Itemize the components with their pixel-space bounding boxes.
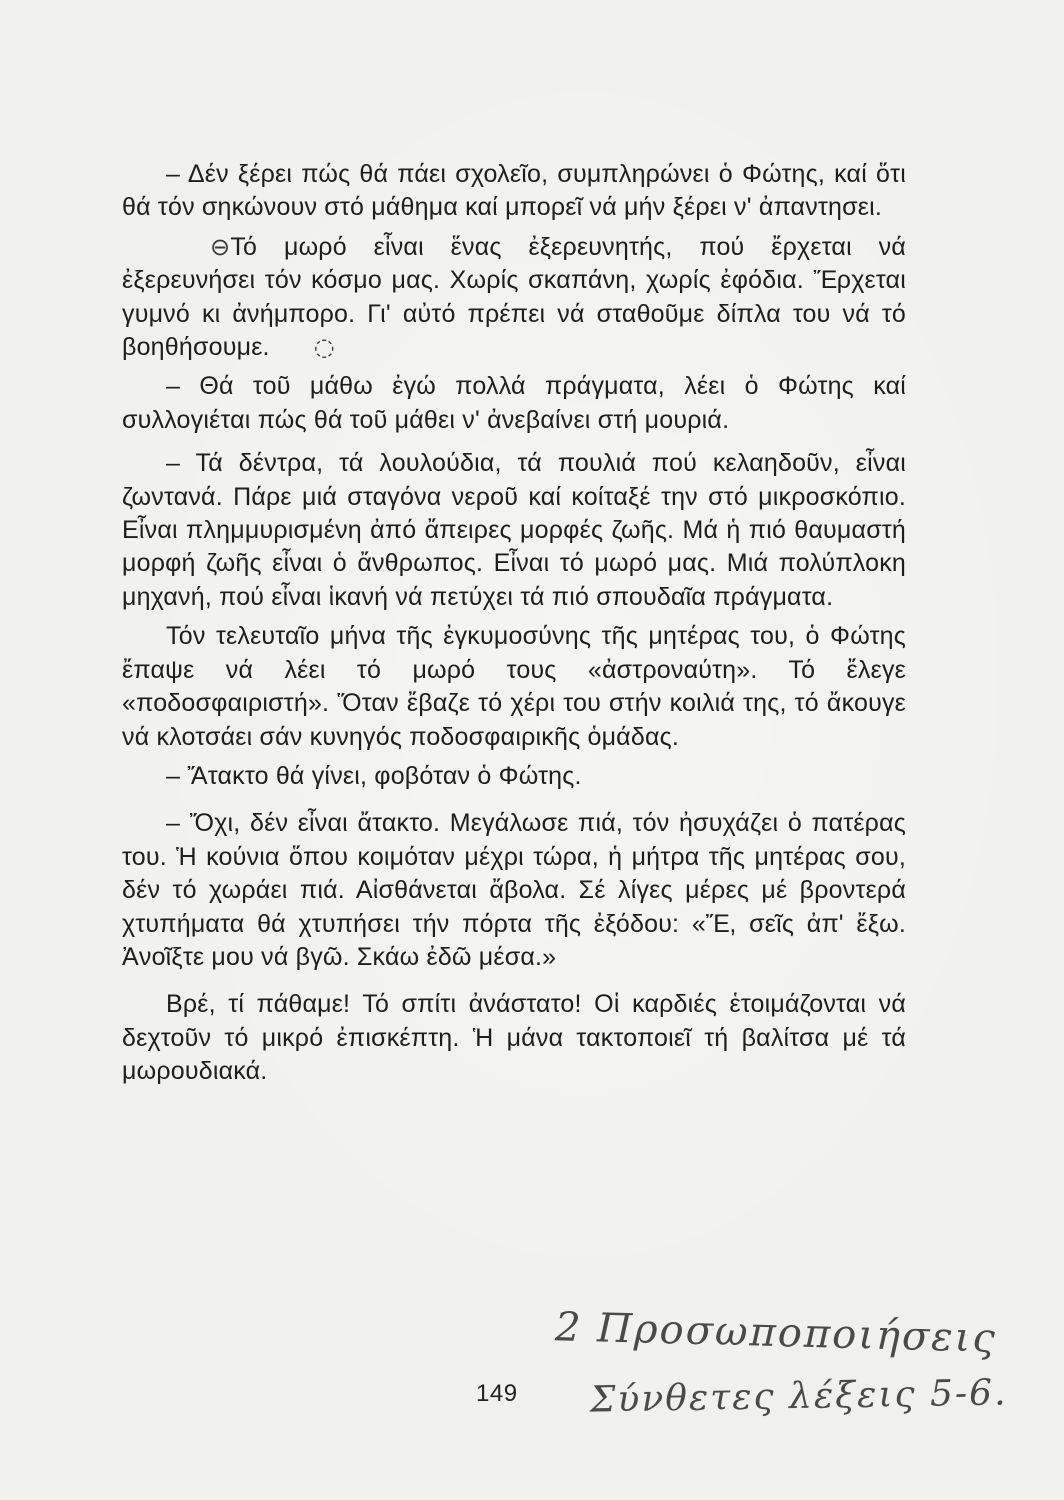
paragraph-4: – Τά δέντρα, τά λουλούδια, τά πουλιά πού κελαηδοῦν, εἶναι ζωντανά. Πάρε μιά σταγόνα νεροῦ καί κοίταξέ την στό μικροσκόπιο. Εἶναι πλημμυρισμένη ἀπό ἄπειρες μορφές ζωῆς. Μά ἡ πιό θαυμαστή μορφή ζωῆς εἶναι ὁ ἄνθρωπος. Εἶναι τό μωρό μας. Μιά πολύπλοκη μηχανή, πού εἶναι ἱκανή νά πετύχει τά πιό σπουδαῖα πράγματα. (122, 449, 906, 611)
handwritten-mark-open: ⊖ (210, 232, 231, 261)
handwritten-note-line-2: Σύνθετες λέξεις 5-6. (589, 1372, 1008, 1421)
paragraph-7: – Ὄχι, δέν εἶναι ἄτακτο. Μεγάλωσε πιά, τόν ἠσυχάζει ὁ πατέρας του. Ἡ κούνια ὅπου κοιμόταν μέχρι τώρα, ἡ μήτρα τῆς μητέρας σου, δέν τό χωράει πιά. Αἰσθάνεται ἄβολα. Σέ λίγες μέρες μέ βροντερά χτυπήματα θά χτυπήσει τήν πόρτα τῆς ἐξόδου: «Ἔ, σεῖς ἀπ' ἔξω. Ἀνοῖξτε μου νά βγῶ. Σκάω ἐδῶ μέσα.» (122, 809, 906, 971)
paragraph-2 (122, 231, 906, 365)
handwritten-mark-close: ◌ (313, 333, 335, 362)
paragraph-6: – Ἄτακτο θά γίνει, φοβόταν ὁ Φώτης. (166, 761, 582, 790)
paragraph-5: Τόν τελευταῖο μήνα τῆς ἐγκυμοσύνης τῆς μητέρας του, ὁ Φώτης ἔπαψε νά λέει τό μωρό τους «ἀστροναύτη». Τό ἔλεγε «ποδοσφαιριστή». Ὅταν ἔβαζε τό χέρι του στήν κοιλιά της, τό ἄκουγε νά κλοτσάει σάν κυνηγός ποδοσφαιρικῆς ὁμάδας. (122, 622, 906, 751)
paragraph-8: Βρέ, τί πάθαμε! Τό σπίτι ἀνάστατο! Οἱ καρδιές ἑτοιμάζονται νά δεχτοῦν τό μικρό ἐπισκέπτη. Ἡ μάνα τακτοποιεῖ τή βαλίτσα μέ τά μωρουδιακά. (122, 990, 906, 1086)
page-number: 149 (476, 1380, 518, 1407)
body-text (122, 158, 906, 1089)
paragraph-1: – Δέν ξέρει πώς θά πάει σχολεῖο, συμπληρώνει ὁ Φώτης, καί ὅτι θά τόν σηκώνουν στό μάθημα καί μπορεῖ νά μήν ξέρει ν' ἀπαντησει. (122, 160, 906, 222)
handwritten-note-line-1: 2 Προσωποποιήσεις (554, 1304, 998, 1362)
paragraph-3: – Θά τοῦ μάθω ἐγώ πολλά πράγματα, λέει ὁ Φώτης καί συλλογιέται πώς θά τοῦ μάθει ν' ἀνεβαίνει στή μουριά. (122, 372, 906, 434)
paragraph-2-text: Τό μωρό εἶναι ἕνας ἐξερευνητής, πού ἔρχεται νά ἐξερευνήσει τόν κόσμο μας. Χωρίς σκαπάνη, χωρίς ἐφόδια. Ἔρχεται γυμνό κι ἀνήμπορο. Γι' αὐτό πρέπει νά σταθοῦμε δίπλα του νά τό βοηθήσουμε. (122, 232, 906, 362)
